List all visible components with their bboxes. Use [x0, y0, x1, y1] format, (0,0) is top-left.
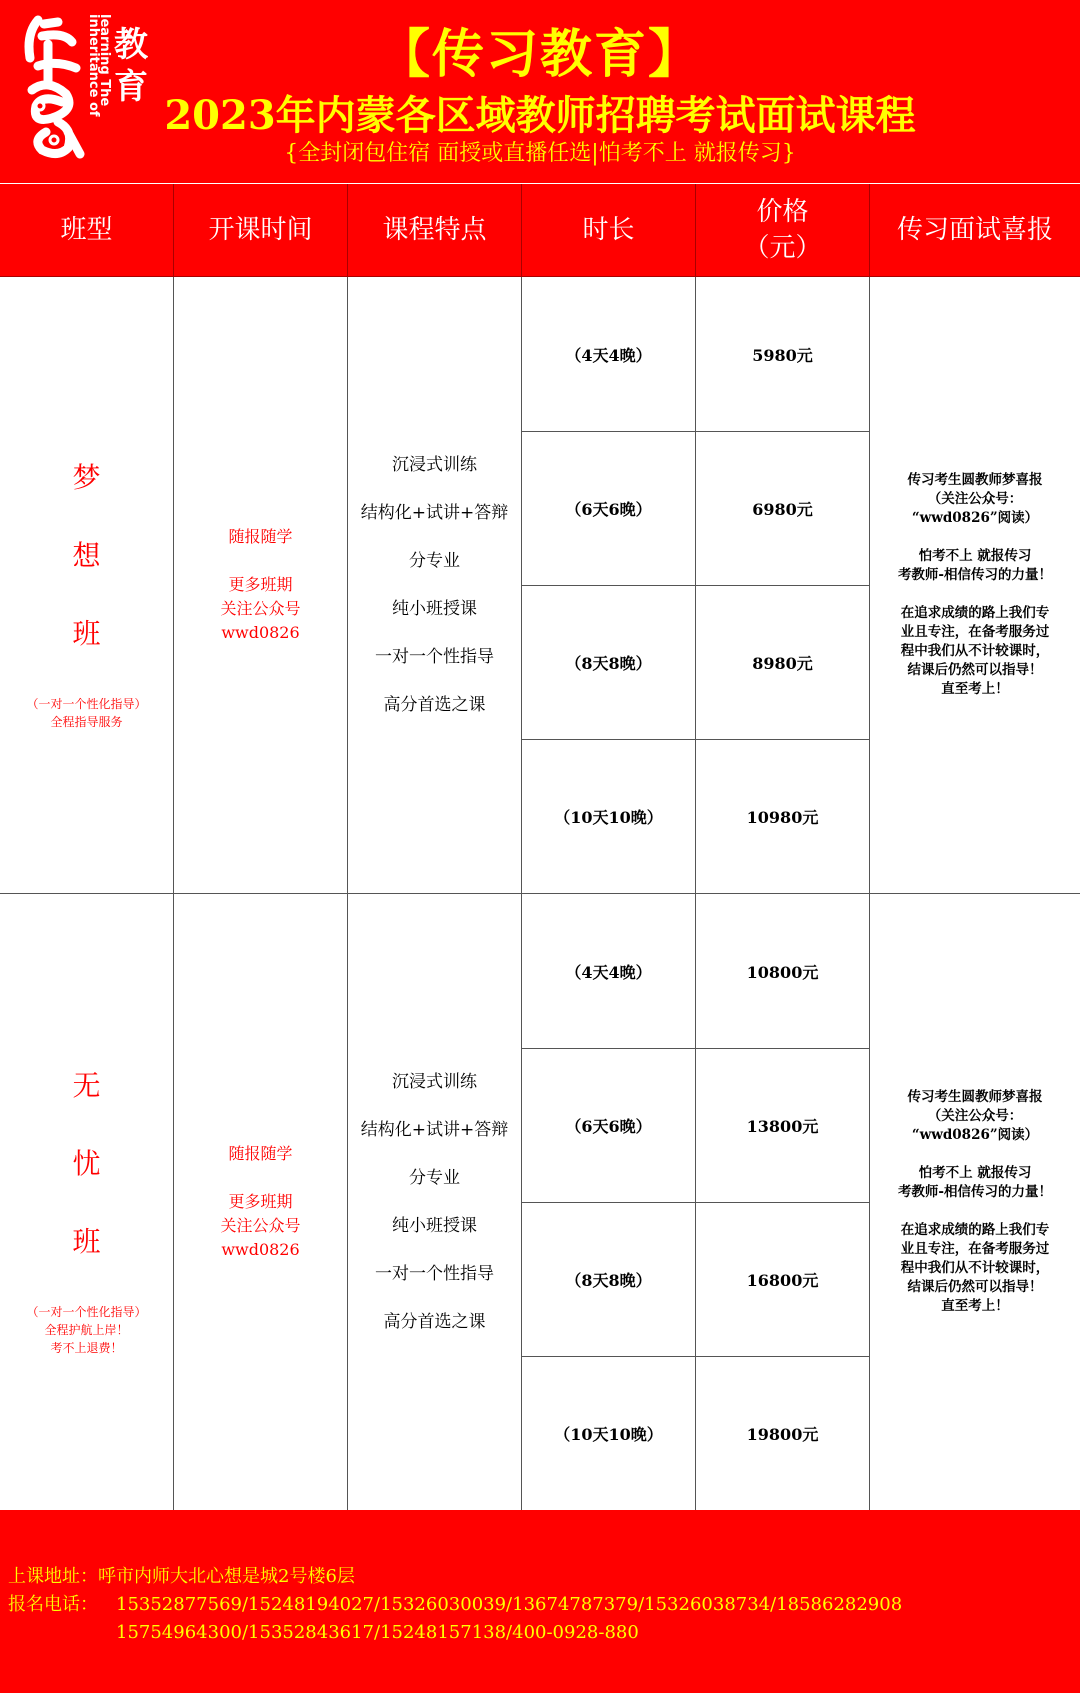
features-cell-dream — [348, 277, 522, 894]
price-cell: 10800元 — [696, 894, 870, 1049]
header-cell-class-type: 班型 — [0, 184, 174, 277]
news-line: 直至考上！ — [941, 1298, 1009, 1314]
news-line: 程中我们从不计较课时， — [900, 643, 1050, 659]
start-line: 随报随学 — [228, 1144, 293, 1163]
class-note-line: （一对一个性化指导） — [26, 697, 147, 711]
news-line: 考教师-相信传习的力量！ — [897, 567, 1053, 583]
phone-label: 报名电话： — [8, 1594, 98, 1615]
header-price-label: 价格 — [756, 197, 809, 227]
class-type-cell-worry-free — [0, 894, 174, 1511]
start-line: 随报随学 — [228, 527, 293, 546]
feature-line: 纯小班授课 — [392, 599, 477, 619]
news-line: 结课后仍然可以指导！ — [907, 1279, 1043, 1295]
class-type-cell-dream — [0, 277, 174, 894]
class-note — [26, 695, 146, 731]
price-cell: 5980元 — [696, 277, 870, 432]
class-note-line: 考不上退费！ — [50, 1341, 123, 1355]
start-line: 更多班期 — [228, 1192, 293, 1211]
page-subtitle: 2023年内蒙各区域教师招聘考试面试课程 — [164, 92, 916, 139]
feature-line: 高分首选之课 — [383, 695, 486, 715]
start-line: wwd0826 — [221, 1240, 300, 1259]
class-note-line: 全程指导服务 — [50, 715, 123, 729]
feature-line: 沉浸式训练 — [392, 455, 477, 475]
news-line: “wwd0826”阅读） — [911, 510, 1039, 526]
start-line: 关注公众号 — [220, 599, 301, 618]
news-cell-worry-free — [870, 894, 1080, 1511]
duration-cell: （8天8晚） — [522, 586, 696, 740]
start-time-cell-dream — [174, 277, 348, 894]
feature-line: 一对一个性指导 — [375, 647, 494, 667]
news-line: 程中我们从不计较课时， — [900, 1260, 1050, 1276]
duration-cell: （10天10晚） — [522, 1357, 696, 1511]
news-line: 在追求成绩的路上我们专 — [900, 1222, 1050, 1238]
price-cell: 13800元 — [696, 1049, 870, 1203]
news-line: 怕考不上 就报传习 — [918, 548, 1032, 564]
class-name-char: 无 — [72, 1069, 101, 1102]
features-cell-worry-free — [348, 894, 522, 1511]
price-cell: 10980元 — [696, 740, 870, 894]
page-title: 【传习教育】 — [377, 24, 702, 85]
price-cell: 19800元 — [696, 1357, 870, 1511]
start-line: 关注公众号 — [220, 1216, 301, 1235]
class-note-line: 全程护航上岸！ — [44, 1323, 129, 1337]
price-cell: 6980元 — [696, 432, 870, 586]
news-line: 结课后仍然可以指导！ — [907, 662, 1043, 678]
news-line: 直至考上！ — [941, 681, 1009, 697]
duration-cell: （8天8晚） — [522, 1203, 696, 1357]
news-line: 传习考生圆教师梦喜报 — [907, 1089, 1043, 1105]
duration-cell: （6天6晚） — [522, 432, 696, 586]
news-line: 考教师-相信传习的力量！ — [897, 1184, 1053, 1200]
feature-line: 结构化+试讲+答辩 — [360, 1120, 509, 1140]
class-name-char: 班 — [72, 617, 101, 650]
feature-line: 纯小班授课 — [392, 1216, 477, 1236]
phone-numbers-line-1: 15352877569/15248194027/15326030039/13674787379/15326038734/18586282908 — [116, 1594, 903, 1615]
news-line: 业且专注，在备考服务过 — [900, 624, 1050, 640]
header-cell-news: 传习面试喜报 — [870, 184, 1080, 277]
feature-line: 结构化+试讲+答辩 — [360, 503, 509, 523]
course-table — [0, 183, 1080, 1511]
start-line: 更多班期 — [228, 575, 293, 594]
logo-chinese-text: 教育 — [114, 25, 148, 107]
address-text: 上课地址：呼市内师大北心想是城2号楼6层 — [8, 1566, 355, 1587]
duration-cell: （10天10晚） — [522, 740, 696, 894]
class-note — [26, 1303, 146, 1357]
feature-line: 一对一个性指导 — [375, 1264, 494, 1284]
news-line: 业且专注，在备考服务过 — [900, 1241, 1050, 1257]
class-name-char: 班 — [72, 1225, 101, 1258]
feature-line: 沉浸式训练 — [392, 1072, 477, 1092]
news-line: 怕考不上 就报传习 — [918, 1165, 1032, 1181]
duration-cell: （4天4晚） — [522, 277, 696, 432]
news-line: （关注公众号： — [927, 491, 1023, 507]
price-cell: 8980元 — [696, 586, 870, 740]
header-cell-duration: 时长 — [522, 184, 696, 277]
feature-line: 分专业 — [409, 1168, 460, 1188]
duration-cell: （6天6晚） — [522, 1049, 696, 1203]
header-cell-start-time: 开课时间 — [174, 184, 348, 277]
feature-line: 高分首选之课 — [383, 1312, 486, 1332]
footer — [0, 1510, 1080, 1693]
logo-english-text: learning The inheritance of — [86, 14, 112, 117]
header-cell-price — [696, 184, 870, 277]
header — [0, 0, 1080, 183]
price-cell: 16800元 — [696, 1203, 870, 1357]
start-time-cell-worry-free — [174, 894, 348, 1511]
duration-cell: （4天4晚） — [522, 894, 696, 1049]
news-cell-dream — [870, 277, 1080, 894]
start-line: wwd0826 — [221, 623, 300, 642]
news-line: （关注公众号： — [927, 1108, 1023, 1124]
news-line: 在追求成绩的路上我们专 — [900, 605, 1050, 621]
class-name-char: 梦 — [72, 461, 101, 494]
class-name-char: 忧 — [72, 1147, 101, 1180]
page-tagline: {全封闭包住宿 面授或直播任选|怕考不上 就报传习} — [284, 141, 796, 166]
class-note-line: （一对一个性化指导） — [26, 1305, 147, 1319]
header-cell-features: 课程特点 — [348, 184, 522, 277]
phone-numbers-line-2: 15754964300/15352843617/15248157138/400-0928-880 — [116, 1622, 639, 1643]
header-price-unit: （元） — [743, 233, 822, 263]
class-name-char: 想 — [72, 539, 101, 572]
news-line: “wwd0826”阅读） — [911, 1127, 1039, 1143]
feature-line: 分专业 — [409, 551, 460, 571]
news-line: 传习考生圆教师梦喜报 — [907, 472, 1043, 488]
